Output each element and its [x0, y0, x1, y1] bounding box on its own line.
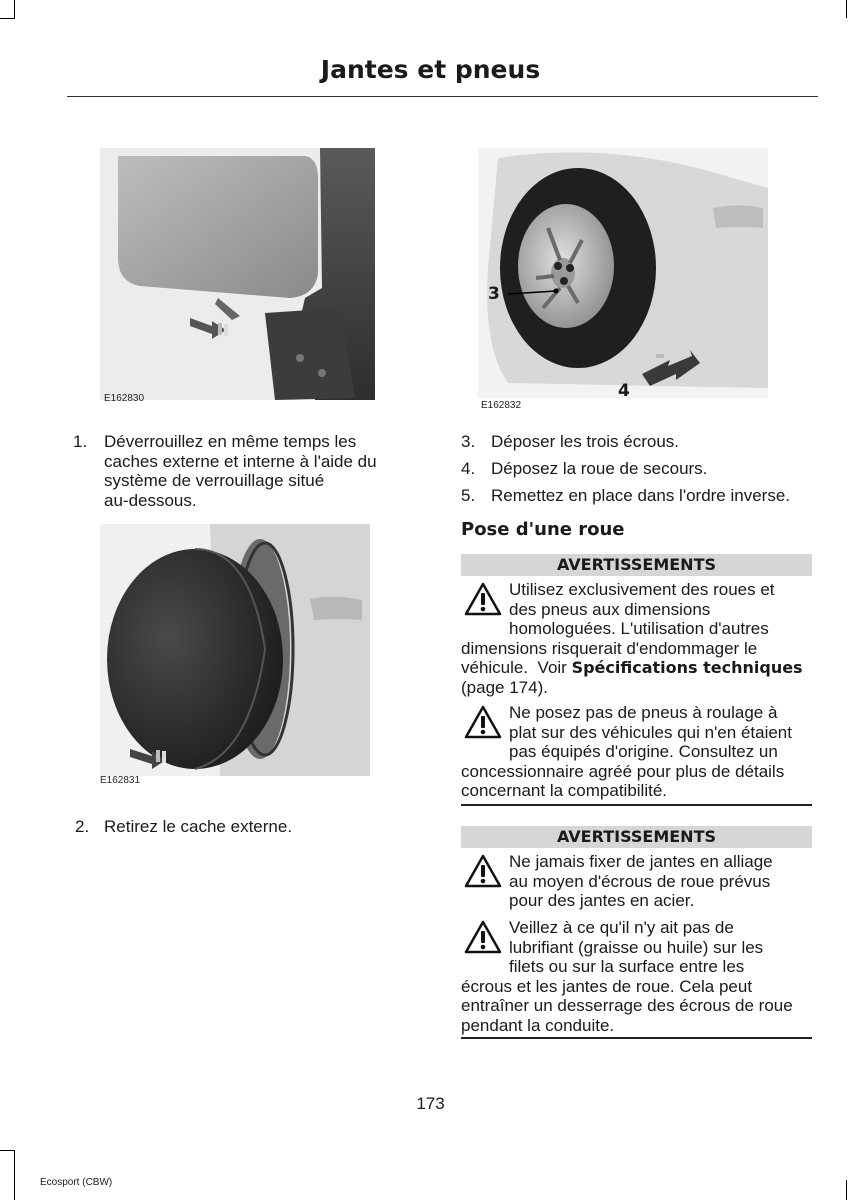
warning-line: au moyen d'écrous de roue prévus — [509, 871, 771, 891]
crop-mark — [14, 1150, 15, 1200]
warning-line: homologuées. L'utilisation d'autres — [509, 619, 769, 638]
step-line: au-dessous. — [104, 490, 197, 510]
crop-mark — [846, 0, 847, 18]
warning-text — [509, 852, 773, 911]
step-line: caches externe et interne à l'aide du — [104, 451, 377, 471]
step-number: 3. — [461, 432, 476, 451]
warning-triangle-icon — [463, 704, 503, 740]
figure-code: E162832 — [481, 400, 522, 411]
footer-model: Ecosport (CBW) — [40, 1177, 113, 1188]
warning-line: des pneus aux dimensions — [509, 599, 711, 619]
warning-triangle-icon — [463, 581, 503, 617]
page-number: 173 — [416, 1094, 445, 1113]
crop-mark — [0, 18, 15, 19]
outer-cover-illustration — [100, 524, 370, 776]
step-number: 5. — [461, 486, 476, 505]
warning-text — [461, 762, 784, 801]
step-line: système de verrouillage situé — [104, 471, 325, 490]
warning-line: filets ou sur la surface entre les — [509, 957, 745, 976]
warning-line: entraîner un desserrage des écrous de roue — [461, 996, 793, 1015]
warning-line: dimensions risquerait d'endommager le — [461, 638, 758, 658]
warning-line: écrous et les jantes de roue. Cela peut — [461, 976, 753, 996]
warnings-divider — [461, 804, 812, 806]
step-line: Déverrouillez en même temps les — [104, 432, 357, 451]
warning-line: pas équipés d'origine. Consultez un — [509, 742, 778, 761]
warning-line: pendant la conduite. — [461, 1015, 615, 1035]
header-rule — [67, 96, 818, 97]
warning-line — [461, 658, 803, 678]
warning-text — [509, 580, 775, 639]
warning-line: concessionnaire agréé pour plus de détails — [461, 761, 785, 781]
crop-mark — [846, 1180, 847, 1200]
figure-code: E162831 — [100, 775, 141, 786]
warning-text-prefix: véhicule. Voir — [461, 658, 572, 677]
warning-triangle-icon — [463, 919, 503, 955]
step-number: 1. — [73, 432, 88, 451]
spare-wheel-illustration — [478, 148, 768, 398]
step-number: 4. — [461, 459, 476, 478]
step-text: Déposer les trois écrous. — [491, 432, 680, 451]
step-text: Déposez la roue de secours. — [491, 459, 708, 478]
crop-mark — [0, 1150, 15, 1151]
figure-code: E162830 — [104, 393, 145, 404]
step-text — [104, 432, 377, 510]
figure-outer-cover — [100, 524, 370, 776]
figure-spare-wheel — [478, 148, 768, 398]
cross-reference-link[interactable]: Spécifications techniques — [571, 658, 803, 677]
warning-line: Utilisez exclusivement des roues et — [509, 580, 775, 599]
warning-text — [509, 918, 763, 977]
step-text: Remettez en place dans l'ordre inverse. — [491, 486, 791, 505]
cover-lock-illustration — [100, 148, 375, 400]
warning-line: pour des jantes en acier. — [509, 891, 695, 910]
warning-line: lubrifiant (graisse ou huile) sur les — [509, 937, 764, 957]
warning-line: concernant la compatibilité. — [461, 781, 668, 800]
callout-4: 4 — [618, 381, 630, 401]
warning-line: Ne posez pas de pneus à roulage à — [509, 703, 778, 722]
warning-text — [461, 977, 793, 1036]
warnings-divider — [461, 1037, 812, 1039]
warning-text — [509, 703, 792, 762]
figure-cover-lock — [100, 148, 375, 400]
warnings-header: AVERTISSEMENTS — [461, 554, 812, 576]
warning-line: Veillez à ce qu'il n'y ait pas de — [509, 918, 734, 937]
callout-3: 3 — [488, 284, 500, 304]
step-number: 2. — [75, 817, 90, 836]
warning-line: plat sur des véhicules qui n'en étaient — [509, 722, 792, 742]
step-text: Retirez le cache externe. — [104, 817, 293, 836]
warning-triangle-icon — [463, 853, 503, 889]
section-heading: Pose d'une roue — [461, 519, 625, 540]
warnings-header: AVERTISSEMENTS — [461, 826, 812, 848]
warning-line: Ne jamais fixer de jantes en alliage — [509, 852, 773, 871]
page-title: Jantes et pneus — [320, 55, 541, 84]
crop-mark — [14, 0, 15, 18]
warning-text — [461, 639, 803, 698]
warning-line: (page 174). — [461, 677, 548, 697]
